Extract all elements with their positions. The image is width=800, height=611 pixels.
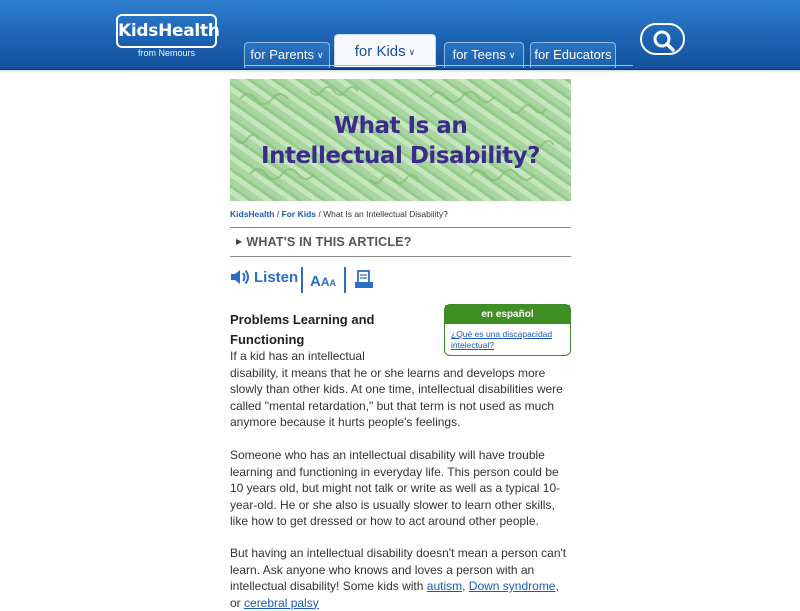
link-down-syndrome[interactable]: Down syndrome [468,579,556,593]
spanish-article-link[interactable]: ¿Qué es una discapacidad intelectual? [451,329,553,350]
chevron-down-icon: ∨ [408,47,416,57]
text-size-small: A [329,278,337,288]
text-size-large: A [310,273,321,290]
breadcrumb-current: What Is an Intellectual Disability? [323,209,448,219]
article-paragraph-3 [230,545,571,611]
tab-label: for Teens [452,47,506,62]
chevron-down-icon: ∨ [508,50,516,60]
float-spacer [415,348,571,362]
toggle-label: WHAT'S IN THIS ARTICLE? [246,235,412,249]
search-button[interactable] [640,23,685,55]
listen-label: Listen [254,269,299,286]
listen-button[interactable] [230,268,298,286]
paragraph-2-text: Someone who has an intellectual disability will have trouble learning and functioning in everyday life. This person could be 10 years old, but might not talk or write as well as a typical 10-year-old. He or she also is usually slower to learn other skills, like how to get dressed or how to act around other people. [230,448,561,528]
tab-label: for Kids [354,43,406,60]
link-cerebral-palsy[interactable]: cerebral palsy [244,595,319,610]
paragraph-3-text: But having an intellectual disability doesn't mean a person can't learn. Ask anyone who knows and loves a person with an intellectual disability! Some kids with [230,546,567,593]
chevron-down-icon: ∨ [317,50,324,60]
tab-for-kids[interactable] [334,34,436,67]
text-size-medium: A [320,275,330,289]
kidshealth-logo[interactable] [116,14,220,59]
breadcrumb [230,209,448,219]
tab-label: for Parents [250,47,314,62]
nav-underline [244,65,633,66]
site-header [0,0,800,70]
breadcrumb-separator: / [318,209,321,219]
section-heading: Problems Learning and Functioning [230,312,375,347]
article-hero-image [230,79,571,201]
logo-tagline: from Nemours [137,48,195,58]
tool-separator [301,267,303,293]
hero-title-line-1: What Is an [333,113,468,139]
logo-wordmark: KidsHealth [116,14,217,48]
breadcrumb-separator: / [276,209,280,219]
divider [230,227,571,228]
hero-title [230,111,571,171]
paragraph-1-text: If a kid has an intellectual disability, it means that he or she learns and develops more slowly than other kids. At one time, intellectual disabilities were called "mental retardation," but that term is not used as much anymore because it hurts people's feelings. [230,349,563,429]
tab-label: for Educators [534,47,612,62]
breadcrumb-for-kids[interactable]: For Kids [281,209,317,219]
triangle-right-icon: ▶ [236,237,243,246]
text-size-button[interactable] [310,273,336,291]
link-autism[interactable]: autism [426,579,463,593]
breadcrumb-kidshealth[interactable]: KidsHealth [230,209,275,219]
paragraph-3-text: , [462,579,469,593]
article-paragraph-1 [230,348,571,431]
article-paragraph-2 [230,447,571,530]
paragraph-3-text: , or [230,579,559,610]
speaker-icon [230,268,250,286]
search-icon [652,29,676,53]
divider [230,256,571,257]
spanish-heading: en español [445,305,570,324]
tool-separator [344,267,346,293]
whats-in-article-toggle[interactable] [236,235,412,249]
print-icon [354,270,374,290]
print-button[interactable] [354,270,374,295]
hero-title-line-2: Intellectual Disability? [261,143,540,169]
